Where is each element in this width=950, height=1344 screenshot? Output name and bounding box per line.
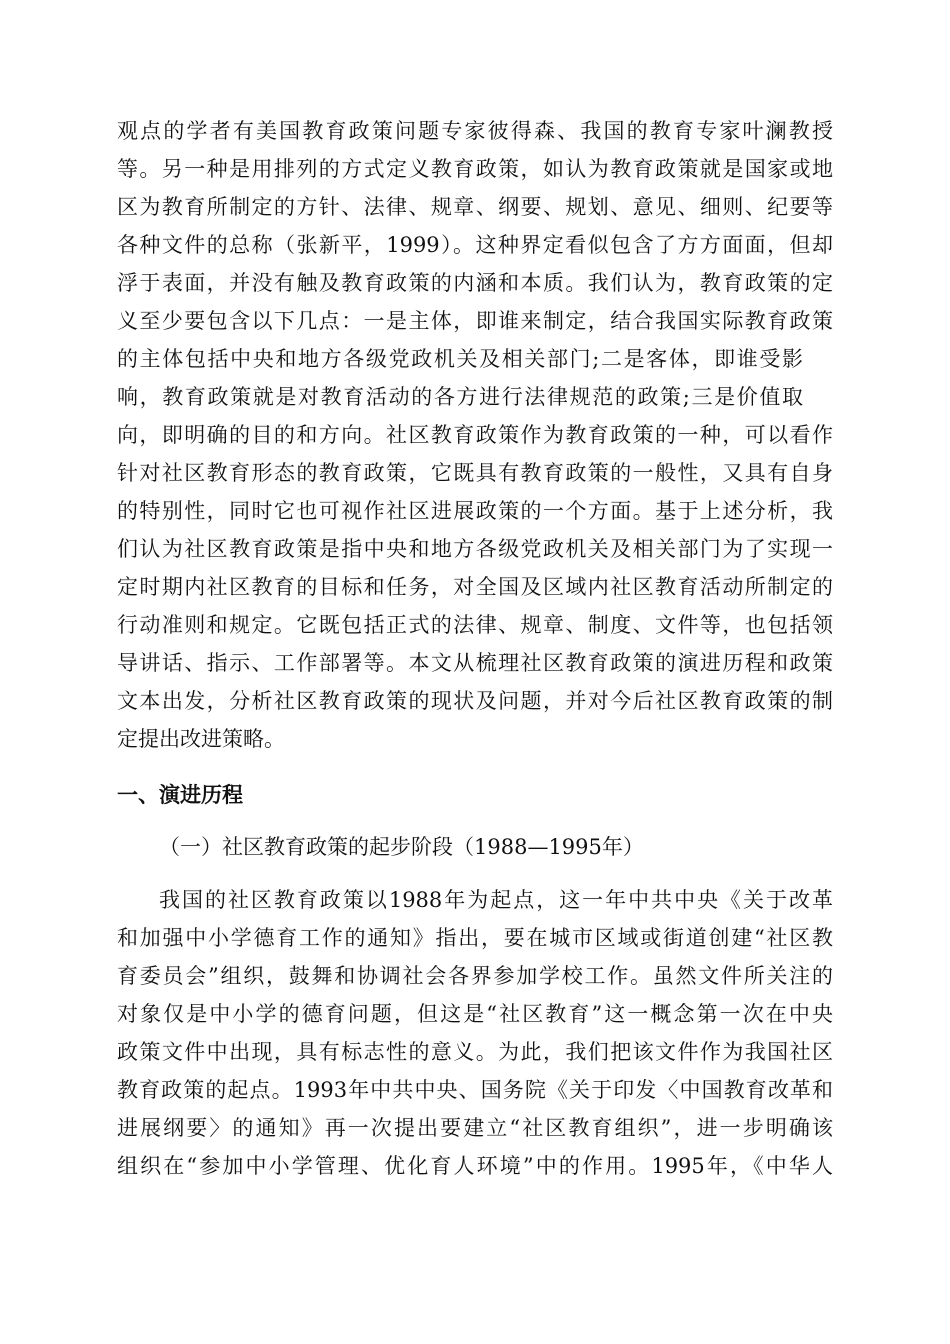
- text-line: 定提出改进策略。: [117, 727, 285, 751]
- text-line: 的主体包括中央和地方各级党政机关及相关部门;二是客体，即谁受影: [117, 347, 803, 371]
- text-line: 教育政策的起点。1993年中共中央、国务院《关于印发〈中国教育改革和: [117, 1078, 833, 1102]
- text-line: 行动准则和规定。它既包括正式的法律、规章、制度、文件等，也包括领: [117, 613, 833, 637]
- text-line: 针对社区教育形态的教育政策，它既具有教育政策的一般性，又具有自身: [117, 461, 833, 485]
- text-line: 响，教育政策就是对教育活动的各方进行法律规范的政策;三是价值取: [117, 385, 803, 409]
- section-heading: 一、演进历程: [117, 783, 243, 807]
- text-line: 区为教育所制定的方针、法律、规章、纲要、规划、意见、细则、纪要等: [117, 195, 833, 219]
- text-line: 组织在“参加中小学管理、优化育人环境”中的作用。1995年，《中华人: [117, 1154, 833, 1178]
- text-line: 对象仅是中小学的德育问题，但这是“社区教育”这一概念第一次在中央: [117, 1002, 833, 1026]
- text-line: 导讲话、指示、工作部署等。本文从梳理社区教育政策的演进历程和政策: [117, 651, 833, 675]
- text-line: 观点的学者有美国教育政策问题专家彼得森、我国的教育专家叶澜教授: [117, 119, 833, 143]
- text-line: 进展纲要〉的通知》再一次提出要建立“社区教育组织”，进一步明确该: [117, 1116, 833, 1140]
- text-line: 义至少要包含以下几点：一是主体，即谁来制定，结合我国实际教育政策: [117, 309, 833, 333]
- text-line: 的特别性，同时它也可视作社区进展政策的一个方面。基于上述分析，我: [117, 499, 833, 523]
- subsection-heading: （一）社区教育政策的起步阶段（1988—1995年）: [159, 835, 644, 859]
- text-line: 浮于表面，并没有触及教育政策的内涵和本质。我们认为，教育政策的定: [117, 271, 833, 295]
- text-line: 各种文件的总称（张新平，1999）。这种界定看似包含了方方面面，但却: [117, 233, 833, 257]
- text-line: 等。另一种是用排列的方式定义教育政策，如认为教育政策就是国家或地: [117, 157, 833, 181]
- text-line: 和加强中小学德育工作的通知》指出，要在城市区域或街道创建“社区教: [117, 926, 833, 950]
- text-line: 我国的社区教育政策以1988年为起点，这一年中共中央《关于改革: [159, 888, 833, 912]
- text-line: 定时期内社区教育的目标和任务，对全国及区域内社区教育活动所制定的: [117, 575, 833, 599]
- text-line: 们认为社区教育政策是指中央和地方各级党政机关及相关部门为了实现一: [117, 537, 833, 561]
- text-line: 文本出发，分析社区教育政策的现状及问题，并对今后社区教育政策的制: [117, 689, 833, 713]
- text-line: 向，即明确的目的和方向。社区教育政策作为教育政策的一种，可以看作: [117, 423, 833, 447]
- text-line: 育委员会”组织，鼓舞和协调社会各界参加学校工作。虽然文件所关注的: [117, 964, 833, 988]
- text-line: 政策文件中出现，具有标志性的意义。为此，我们把该文件作为我国社区: [117, 1040, 833, 1064]
